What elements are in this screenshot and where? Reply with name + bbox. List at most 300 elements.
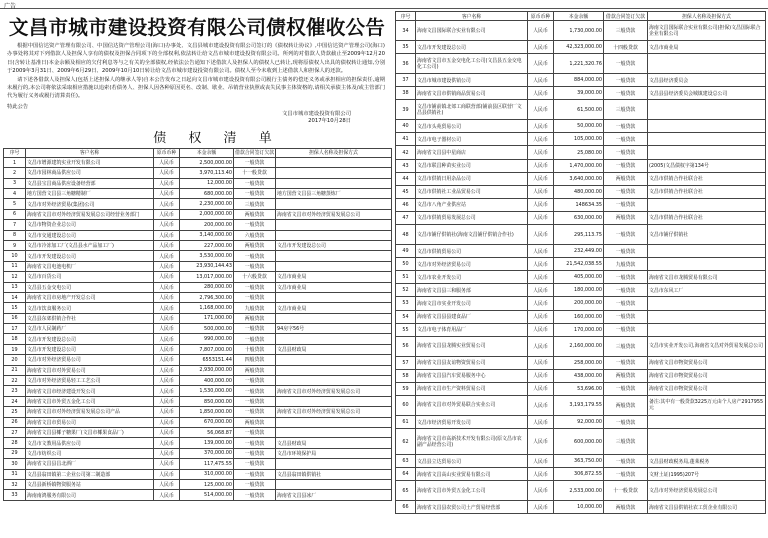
loan-contract: 一般贷款 [604,87,648,100]
principal-balance: 1,850,000.00 [180,407,234,417]
row-number: 28 [4,438,26,448]
currency: 人民币 [528,146,554,159]
customer-name: 海南省文昌市对外贸易联合实业公司 [416,395,528,415]
customer-name: 文昌市开发建设总公司 [26,344,154,354]
guarantor [276,355,392,365]
principal-balance: 227,000.00 [180,240,234,250]
row-number: 34 [396,21,416,41]
guarantor [276,251,392,261]
principal-balance: 200,000.00 [554,297,604,310]
table-row [4,251,392,261]
principal-balance: 92,000.00 [554,415,604,428]
row-number: 11 [4,261,26,271]
table-row [4,396,392,406]
guarantor: 文昌市供销合作社联合社 [648,185,766,198]
customer-name: 文昌市联昌种苗实业公司 [416,159,528,172]
currency: 人民币 [154,313,180,323]
currency: 人民币 [528,133,554,146]
principal-balance: 500,000.00 [180,324,234,334]
loan-contract: 两般贷款 [604,172,648,185]
table-row [4,417,392,427]
currency: 人民币 [154,376,180,386]
notice-body [3,42,391,101]
guarantor: 海南文昌国际联合实业有限公司(担保)文昌国际联合企业有限公司 [648,21,766,41]
customer-name: 海南省文昌高山实业贸易有限公司 [416,468,528,481]
customer-name: 文昌市百货公司 [26,272,154,282]
currency: 人民币 [154,220,180,230]
table-row [4,220,392,230]
claims-table-right-body [396,21,766,514]
principal-balance: 53,696.00 [554,382,604,395]
loan-contract: 三般贷款 [604,21,648,41]
table-row [4,199,392,209]
row-number: 61 [396,415,416,428]
row-number: 27 [4,428,26,438]
table-row [4,490,392,500]
ad-label: 广告 [4,3,17,10]
row-number: 31 [4,469,26,479]
issuer-name: 文昌市城市建设投资有限公司 [282,110,351,117]
loan-contract: 一般贷款 [604,271,648,284]
loan-contract: 一般贷款 [604,120,648,133]
loan-contract: 一般贷款 [234,459,276,469]
row-number: 42 [396,146,416,159]
principal-balance: 160,000.00 [554,310,604,323]
loan-contract: 一般贷款 [604,225,648,245]
loan-contract: 一般贷款 [234,469,276,479]
principal-balance: 1,221,320.76 [554,54,604,74]
loan-contract: 三般贷款 [604,429,648,455]
principal-balance: 3,640,000.00 [554,172,604,185]
principal-balance: 280,000.00 [180,282,234,292]
customer-name: 海南省文昌市供销商品贸易公司 [416,87,528,100]
guarantor [276,178,392,188]
row-number: 21 [4,365,26,375]
guarantor: 文昌县财政局 [276,438,392,448]
currency: 人民币 [154,230,180,240]
loan-contract: 一般贷款 [234,448,276,458]
currency: 人民币 [154,209,180,219]
customer-name: 文昌市开发建设总公司 [26,251,154,261]
currency: 人民币 [154,396,180,406]
table-row [396,336,766,356]
guarantor [648,133,766,146]
guarantor: 文昌市铺仔供销社 [648,225,766,245]
customer-name: 文昌市人民制药厂 [26,324,154,334]
guarantor [276,396,392,406]
principal-balance: 2,500,000.00 [180,157,234,167]
row-number: 48 [396,225,416,245]
currency: 人民币 [154,386,180,396]
table-row [4,261,392,271]
loan-contract: 九般贷款 [604,258,648,271]
table-row [396,323,766,336]
table-row [4,365,392,375]
row-number: 20 [4,355,26,365]
table-row [396,21,766,41]
table-row [4,428,392,438]
row-number: 14 [4,292,26,302]
guarantor [276,230,392,240]
currency: 人民币 [154,459,180,469]
loan-contract: 一般贷款 [604,468,648,481]
row-number: 65 [396,481,416,501]
guarantor: 地方国营文昌县三角糖蒸炼厂 [276,189,392,199]
table-row [4,344,392,354]
currency: 人民币 [154,324,180,334]
table-row [4,386,392,396]
guarantor [648,310,766,323]
row-number: 10 [4,251,26,261]
guarantor [276,428,392,438]
principal-balance: 370,000.00 [180,448,234,458]
guarantor [648,429,766,455]
guarantor: 文昌市开发建设总公司 [276,240,392,250]
loan-contract: 两般贷款 [234,240,276,250]
guarantor [276,261,392,271]
row-number: 12 [4,272,26,282]
list-title: 债 权 清 单 [153,130,281,146]
customer-name: 海南文昌市实业开发公司 [416,297,528,310]
principal-balance: 3,530,000.00 [180,251,234,261]
row-number: 56 [396,336,416,356]
loan-contract: 一般贷款 [234,157,276,167]
currency: 人民币 [154,407,180,417]
row-number: 6 [4,209,26,219]
row-number: 3 [4,178,26,188]
row-number: 50 [396,258,416,271]
principal-balance: 1,530,000.00 [180,386,234,396]
principal-balance: 139,000.00 [180,438,234,448]
principal-balance: 117,475.55 [180,459,234,469]
currency: 人民币 [528,382,554,395]
loan-contract: 一般贷款 [234,438,276,448]
row-number: 60 [396,395,416,415]
principal-balance: 1,730,000.00 [554,21,604,41]
table-header-row [396,12,766,21]
row-number: 63 [396,455,416,468]
loan-contract: 一般贷款 [604,455,648,468]
loan-contract: 一般贷款 [604,146,648,159]
table-row [4,376,392,386]
guarantor: (2005)文昌债权字第134号 [648,159,766,172]
table-row [396,455,766,468]
row-number: 57 [396,356,416,369]
loan-contract: 九般贷款 [234,303,276,313]
currency: 人民币 [154,479,180,489]
currency: 人民币 [154,334,180,344]
row-number: 52 [396,284,416,297]
row-number: 16 [4,313,26,323]
currency: 人民币 [154,292,180,302]
column-header: 担保人名称及担保方式 [276,148,392,157]
principal-balance: 2,000,000.00 [180,209,234,219]
customer-name: 海南省文昌市贸易公司 [26,417,154,427]
table-row [396,468,766,481]
principal-balance: 310,000.00 [180,469,234,479]
guarantor [648,415,766,428]
table-row [396,100,766,120]
customer-name: 地方国营文昌县三角糖精制厂 [26,189,154,199]
guarantor: 文昌市东风工厂 [648,284,766,297]
row-number: 59 [396,382,416,395]
table-row [396,198,766,211]
principal-balance: 990,000.00 [180,334,234,344]
row-number: 1 [4,157,26,167]
loan-contract: 十六般贷款 [234,272,276,282]
guarantor [648,258,766,271]
row-number: 43 [396,159,416,172]
column-header: 序号 [4,148,26,157]
currency: 人民币 [528,74,554,87]
currency: 人民币 [154,344,180,354]
table-row [4,189,392,199]
row-number: 38 [396,87,416,100]
table-row [4,469,392,479]
principal-balance: 61,500.00 [554,100,604,120]
table-row [396,87,766,100]
table-row [396,120,766,133]
table-row [396,159,766,172]
currency: 人民币 [154,178,180,188]
table-row [396,297,766,310]
guarantor [276,417,392,427]
customer-name: 文昌市对外经济贸易公司 [26,355,154,365]
customer-name: 文昌市文教用品供应公司 [26,438,154,448]
loan-contract: 一般贷款 [234,220,276,230]
row-number: 55 [396,323,416,336]
guarantor [648,245,766,258]
customer-name: 文昌市电子器材公司 [416,133,528,146]
column-header: 客户名称 [416,12,528,21]
left-column [3,11,391,536]
currency: 人民币 [528,21,554,41]
row-number: 29 [4,448,26,458]
row-number: 37 [396,74,416,87]
currency: 人民币 [528,211,554,224]
guarantor [276,199,392,209]
customer-name: 海南省文昌市生产资料贸易公司 [416,382,528,395]
column-header: 本金余额 [180,148,234,157]
customer-name: 文昌市铺前镇北郊工商联营部(铺前县区联营厂文昌县供销社) [416,100,528,120]
table-row [396,41,766,54]
row-number: 5 [4,199,26,209]
principal-balance: 232,449.00 [554,245,604,258]
customer-name: 海南文昌国际联合实业有限公司 [416,21,528,41]
guarantor: 海南省文昌县供销社农工贸企业有限公司 [648,501,766,514]
row-number: 64 [396,468,416,481]
guarantor: 海南省文昌市物资贸易公司 [648,369,766,382]
loan-contract: 三般贷款 [604,336,648,356]
currency: 人民币 [528,87,554,100]
customer-name: 文昌市对外经济贸易轻工工艺公司 [26,376,154,386]
guarantor [276,292,392,302]
guarantor [276,313,392,323]
currency: 人民币 [528,429,554,455]
guarantor: 海南省文昌市对外经济贸易发展总公司 [276,407,392,417]
table-row [396,245,766,258]
table-row [4,448,392,458]
table-row [4,303,392,313]
currency: 人民币 [154,303,180,313]
notice-paragraph: 根据中国信达资产管理有限公司、中国信达资产管理公司(海口)办事处、文昌县城市建设投资有限公司签订的《债权转让协议》,中国信达资产管理公司(海口)办事处将其对下列借款人及担保人享有的债权及担保合同项下的全部权利,依法转让给文昌市城市建设投资有限公司。所列的对借款人贷款截止至2009年12月20日(含转让基准日)本金余额及相应的欠付利息等与之有关的全部债权,经依法公告通知下述借款人及担保人的债权人已转让,现将原债权人出具的债权转让通知,分别于2009年3月31日、2009年6月29日、2009年10月10日转让给文昌市城市建设投资有限公司。债权人至今未收到上述借款人和担保人的还款。 [7,43,385,75]
currency: 人民币 [154,365,180,375]
loan-contract: 一般贷款 [234,282,276,292]
principal-balance: 23,930,144.43 [180,261,234,271]
principal-balance: 171,000.00 [180,313,234,323]
guarantor: 文昌县翁田镇供销社 [276,469,392,479]
row-number: 33 [4,490,26,500]
loan-contract: 一般贷款 [604,415,648,428]
customer-name: 海南省文昌市高新技术开发有限公司(原文昌市农副产品经营公司) [416,429,528,455]
customer-name: 海南省文昌县县建食品厂 [416,310,528,323]
row-number: 23 [4,386,26,396]
principal-balance: 3,140,000.00 [180,230,234,240]
principal-balance: 514,000.00 [180,490,234,500]
row-number: 7 [4,220,26,230]
loan-contract: 一般贷款 [604,198,648,211]
row-number: 19 [4,344,26,354]
loan-contract: 一般贷款 [234,334,276,344]
loan-contract: 一般贷款 [234,189,276,199]
table-row [4,459,392,469]
currency: 人民币 [154,157,180,167]
principal-balance: 42,323,000.00 [554,41,604,54]
notice-signature [3,111,391,125]
customer-name: 文昌市交通建设总公司 [26,230,154,240]
customer-name: 文昌市供销日用杂品公司 [416,172,528,185]
principal-balance: 6553151.44 [180,355,234,365]
customer-name: 文昌市园林商品供应公司 [26,168,154,178]
loan-contract: 一般贷款 [234,251,276,261]
table-row [396,74,766,87]
row-number: 32 [4,479,26,489]
currency: 人民币 [528,54,554,74]
table-row [4,292,392,302]
guarantor [276,365,392,375]
guarantor: 文财土证(1995)207号 [648,468,766,481]
row-number: 8 [4,230,26,240]
loan-contract: 一般贷款 [604,310,648,323]
row-number: 39 [396,100,416,120]
principal-balance: 7,807,000.00 [180,344,234,354]
loan-contract: 三般贷款 [234,199,276,209]
row-number: 2 [4,168,26,178]
customer-name: 文昌市纺织公司 [26,448,154,458]
table-row [396,310,766,323]
customer-name: 海南省文昌县中星商店 [416,146,528,159]
table-row [4,282,392,292]
notice-page [3,11,765,536]
principal-balance: 600,000.00 [554,429,604,455]
customer-name: 海南省文昌市外贸五金化工公司 [416,481,528,501]
loan-contract: 一般贷款 [234,376,276,386]
customer-name: 文昌市供销社工业品贸易公司 [416,185,528,198]
currency: 人民币 [528,356,554,369]
loan-contract: 三般贷款 [604,100,648,120]
row-number: 22 [4,376,26,386]
table-row [4,313,392,323]
principal-balance: 200,000.00 [180,220,234,230]
guarantor: 备注:其中有一般贷款3225万元由个人房产2917955元 [648,395,766,415]
customer-name: 文昌市冷冻加工厂(文昌县水产品加工厂) [26,240,154,250]
row-number: 62 [396,429,416,455]
loan-contract: 两般贷款 [234,209,276,219]
currency: 人民币 [154,448,180,458]
table-row [396,284,766,297]
principal-balance: 670,000.00 [180,417,234,427]
row-number: 18 [4,334,26,344]
notice-title: 文昌市城市建设投资有限公司债权催收公告 [8,16,386,39]
loan-contract: 一般贷款 [234,292,276,302]
currency: 人民币 [528,455,554,468]
table-header-row [4,148,392,157]
table-row [4,479,392,489]
customer-name: 文昌县宝昌商品供应设备经营部 [26,178,154,188]
customer-name: 文昌县五金交电公司 [26,282,154,292]
row-number: 36 [396,54,416,74]
customer-name: 文昌市经济贸易开发公司 [416,415,528,428]
customer-name: 海南省文昌县三和服务部 [416,284,528,297]
principal-balance: 10,000.00 [554,501,604,514]
loan-contract: 两般贷款 [604,395,648,415]
customer-name: 海南省文昌县椰子糖果厂(文昌市椰果食品厂) [26,428,154,438]
guarantor: 海南省文昌市物资贸易公司 [648,356,766,369]
customer-name: 文昌市供销贸易发展总公司 [416,211,528,224]
guarantor: 文昌市供销合作社联合社 [648,172,766,185]
principal-balance: 1,470,000.00 [554,159,604,172]
loan-contract: 一般贷款 [604,284,648,297]
currency: 人民币 [154,469,180,479]
table-row [396,429,766,455]
principal-balance: 850,000.00 [180,396,234,406]
guarantor: 文昌市商业局 [648,41,766,54]
currency: 人民币 [154,251,180,261]
currency: 人民币 [528,225,554,245]
loan-contract: 六般贷款 [234,230,276,240]
currency: 人民币 [528,258,554,271]
customer-name: 文昌县新桥镇物资服务站 [26,479,154,489]
principal-balance: 39,000.00 [554,87,604,100]
customer-name: 海南省文昌市房地产开发总公司 [26,292,154,302]
principal-balance: 363,750.00 [554,455,604,468]
customer-name: 文昌市对外经济贸易(集团)公司 [26,199,154,209]
customer-name: 海南省文昌市对外经济贸易发展总公司产品 [26,407,154,417]
table-row [396,54,766,74]
table-row [396,382,766,395]
currency: 人民币 [154,438,180,448]
currency: 人民币 [154,261,180,271]
row-number: 35 [396,41,416,54]
column-header: 借款合同签订欠款 [604,12,648,21]
customer-name: 文昌市农业开发公司 [416,271,528,284]
loan-contract: 两般贷款 [234,417,276,427]
customer-name: 海南省文昌县友谊物资贸易公司 [416,356,528,369]
customer-name: 海南省文昌县昌北酒厂 [26,459,154,469]
currency: 人民币 [528,41,554,54]
principal-balance: 2,160,000.00 [554,336,604,356]
loan-contract: 一般贷款 [604,382,648,395]
guarantor [648,120,766,133]
row-number: 44 [396,172,416,185]
guarantor: 文昌县财政局 [276,344,392,354]
guarantor: 海南省文昌市龙腾贸易有限公司 [648,271,766,284]
column-header: 原币币种 [528,12,554,21]
customer-name: 海南省文昌县龙腾实业贸易公司 [416,336,528,356]
guarantor [276,157,392,167]
customer-name: 海南省文昌电池电机厂 [26,261,154,271]
customer-name: 文昌市开发建设总公司 [416,41,528,54]
